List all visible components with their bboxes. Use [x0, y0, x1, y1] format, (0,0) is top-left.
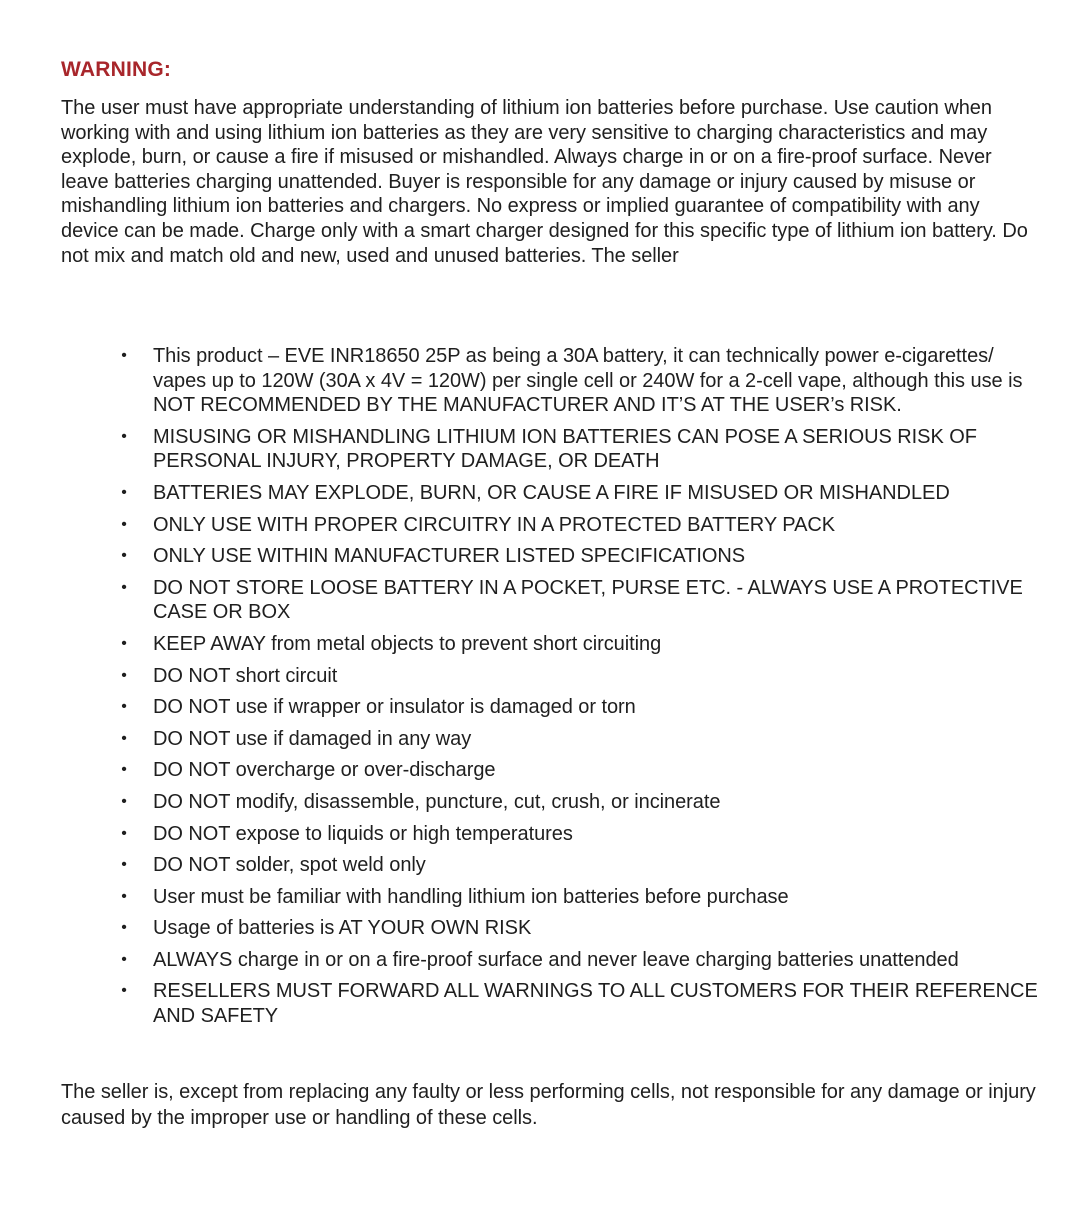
bullet-text: DO NOT use if damaged in any way [153, 727, 472, 750]
bullet-item [117, 758, 1042, 783]
bullet-text: DO NOT short circuit [153, 664, 338, 687]
document-page [61, 56, 1038, 1129]
bullet-text: BATTERIES MAY EXPLODE, BURN, OR CAUSE A FIRE IF MISUSED OR MISHANDLED [153, 481, 950, 504]
bullet-item [117, 979, 1042, 1028]
bullet-text: KEEP AWAY from metal objects to prevent short circuiting [153, 632, 662, 655]
bullet-icon: • [121, 483, 127, 501]
bullet-icon: • [121, 982, 127, 1000]
bullet-item [117, 632, 1042, 657]
bullet-icon: • [121, 427, 127, 445]
bullet-icon: • [121, 856, 127, 874]
bullet-item [117, 727, 1042, 752]
bullet-item [117, 664, 1042, 689]
bullet-item [117, 576, 1042, 625]
bullet-text: DO NOT expose to liquids or high temperatures [153, 822, 573, 845]
bullet-icon: • [121, 761, 127, 779]
bullet-icon: • [121, 824, 127, 842]
bullet-item [117, 544, 1042, 569]
bullet-icon: • [121, 634, 127, 652]
bullet-item [117, 425, 1042, 474]
bullet-item [117, 513, 1042, 538]
bullet-text: RESELLERS MUST FORWARD ALL WARNINGS TO ALL CUSTOMERS FOR THEIR REFERENCE AND SAFETY [153, 980, 1038, 1028]
bullet-item [117, 695, 1042, 720]
bullet-text: DO NOT STORE LOOSE BATTERY IN A POCKET, PURSE ETC. - ALWAYS USE A PROTECTIVE CASE OR BOX [153, 576, 1023, 624]
warning-bullet-list [117, 344, 1042, 1036]
bullet-text: ONLY USE WITHIN MANUFACTURER LISTED SPECIFICATIONS [153, 545, 746, 568]
bullet-text: DO NOT modify, disassemble, puncture, cut, crush, or incinerate [153, 790, 721, 813]
bullet-icon: • [121, 515, 127, 533]
bullet-text: Usage of batteries is AT YOUR OWN RISK [153, 917, 532, 940]
closing-paragraph: The seller is, except from replacing any faulty or less performing cells, not responsible for any damage or injury caused by the improper use or handling of these cells. [61, 1081, 1036, 1129]
bullet-icon: • [121, 666, 127, 684]
bullet-icon: • [121, 729, 127, 747]
bullet-text: User must be familiar with handling lithium ion batteries before purchase [153, 885, 789, 908]
bullet-item [117, 822, 1042, 847]
bullet-item [117, 885, 1042, 910]
bullet-icon: • [121, 919, 127, 937]
bullet-icon: • [121, 950, 127, 968]
bullet-item [117, 948, 1042, 973]
bullet-text: DO NOT solder, spot weld only [153, 854, 426, 877]
bullet-item [117, 853, 1042, 878]
bullet-text: DO NOT use if wrapper or insulator is damaged or torn [153, 696, 636, 719]
bullet-item [117, 916, 1042, 941]
bullet-text: DO NOT overcharge or over-discharge [153, 759, 496, 782]
bullet-text: ONLY USE WITH PROPER CIRCUITRY IN A PROTECTED BATTERY PACK [153, 513, 836, 536]
warning-title: WARNING: [61, 58, 172, 81]
bullet-item [117, 481, 1042, 506]
bullet-icon: • [121, 547, 127, 565]
bullet-text: ALWAYS charge in or on a fire-proof surface and never leave charging batteries unattended [153, 948, 959, 971]
intro-paragraph: The user must have appropriate understanding of lithium ion batteries before purchase. Use caution when working with and using lithium ion batteries as they are very sensitive to charging characteristics and may explode, burn, or cause a fire if misused or mishandled. Always charge in or on a fire-proof surface. Never leave batteries charging unattended. Buyer is responsible for any damage or injury caused by misuse or mishandling lithium ion batteries and chargers. No express or implied guarantee of compatibility with any device can be made. Charge only with a smart charger designed for this specific type of lithium ion battery. Do not mix and match old and new, used and unused batteries. The seller [61, 97, 1028, 267]
bullet-icon: • [121, 792, 127, 810]
bullet-text: This product – EVE INR18650 25P as being a 30A battery, it can technically power e-cigarettes/ vapes up to 120W (30A x 4V = 120W) per single cell or 240W for a 2-cell vape, although this use is NOT RECOMMENDED BY THE MANUFACTURER AND IT’S AT THE USER’s RISK. [153, 345, 1023, 417]
bullet-text: MISUSING OR MISHANDLING LITHIUM ION BATTERIES CAN POSE A SERIOUS RISK OF PERSONAL INJURY, PROPERTY DAMAGE, OR DEATH [153, 425, 977, 473]
bullet-icon: • [121, 698, 127, 716]
bullet-icon: • [121, 887, 127, 905]
bullet-icon: • [121, 347, 127, 364]
bullet-item [117, 790, 1042, 815]
bullet-item [117, 344, 1042, 418]
bullet-icon: • [121, 578, 127, 596]
